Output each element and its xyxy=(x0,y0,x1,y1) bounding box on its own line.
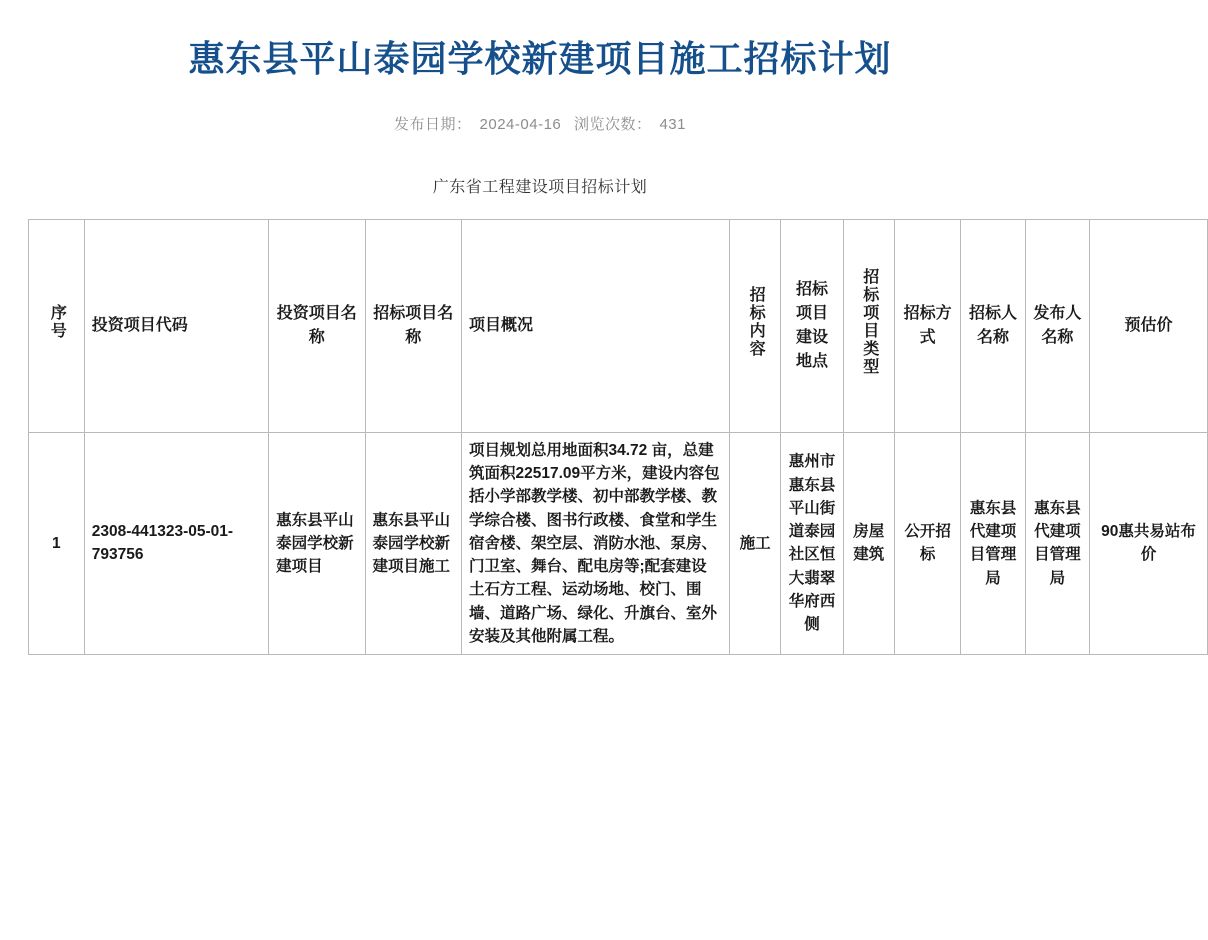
document-page xyxy=(0,36,1196,940)
publish-date-label: 发布日期： xyxy=(394,115,472,133)
cell-estimated-price: 90惠共易站布价 xyxy=(1090,432,1208,654)
column-header-seq-label: 序号 xyxy=(48,303,66,340)
table-row xyxy=(29,432,1208,654)
column-header-bid-content-label: 招标内容 xyxy=(747,285,765,358)
table-scroll-container[interactable] xyxy=(0,219,1196,655)
table-header-row xyxy=(29,219,1208,432)
page-title: 惠东县平山泰园学校新建项目施工招标计划 xyxy=(188,38,892,79)
column-header-seq xyxy=(29,219,85,432)
cell-invest-code: 2308-441323-05-01-793756 xyxy=(84,432,268,654)
column-header-publisher-name: 发布人名称 xyxy=(1025,219,1089,432)
cell-publisher-name: 惠东县代建项目管理局 xyxy=(1025,432,1089,654)
column-header-bidder-name: 招标人名称 xyxy=(961,219,1025,432)
column-header-bid-content xyxy=(729,219,780,432)
bid-plan-table xyxy=(28,219,1208,655)
cell-bid-mode: 公开招标 xyxy=(894,432,960,654)
cell-overview: 项目规划总用地面积34.72 亩，总建筑面积22517.09平方米，建设内容包括小学部教学楼、初中部教学楼、教学综合楼、图书行政楼、食堂和学生宿舍楼、架空层、消防水池、泵房、门卫室、舞台、配电房等;配套建设土石方工程、运动场地、校门、围墙、道路广场、绿化、升旗台、室外安装及其他附属工程。 xyxy=(461,432,729,654)
cell-seq: 1 xyxy=(29,432,85,654)
column-header-project-type-label: 招标项目类型 xyxy=(860,267,878,376)
column-header-bid-mode: 招标方式 xyxy=(894,219,960,432)
cell-bid-content: 施工 xyxy=(729,432,780,654)
column-header-overview: 项目概况 xyxy=(461,219,729,432)
column-header-estimated-price: 预估价 xyxy=(1090,219,1208,432)
table-caption: 广东省工程建设项目招标计划 xyxy=(432,178,648,196)
cell-build-place: 惠州市惠东县平山街道泰园社区恒大翡翠华府西侧 xyxy=(781,432,843,654)
column-header-invest-code: 投资项目代码 xyxy=(84,219,268,432)
cell-bidder-name: 惠东县代建项目管理局 xyxy=(961,432,1025,654)
views-value: 431 xyxy=(659,115,686,133)
column-header-invest-project-name: 投资项目名称 xyxy=(269,219,365,432)
publish-date-value: 2024-04-16 xyxy=(479,115,562,133)
cell-project-type: 房屋建筑 xyxy=(843,432,894,654)
views-label: 浏览次数： xyxy=(573,115,652,133)
document-meta xyxy=(0,113,1080,134)
cell-bid-project-name: 惠东县平山泰园学校新建项目施工 xyxy=(365,432,461,654)
cell-invest-project-name: 惠东县平山泰园学校新建项目 xyxy=(269,432,365,654)
column-header-project-type xyxy=(843,219,894,432)
column-header-bid-project-name: 招标项目名称 xyxy=(365,219,461,432)
column-header-build-place: 招标项目建设地点 xyxy=(781,219,843,432)
